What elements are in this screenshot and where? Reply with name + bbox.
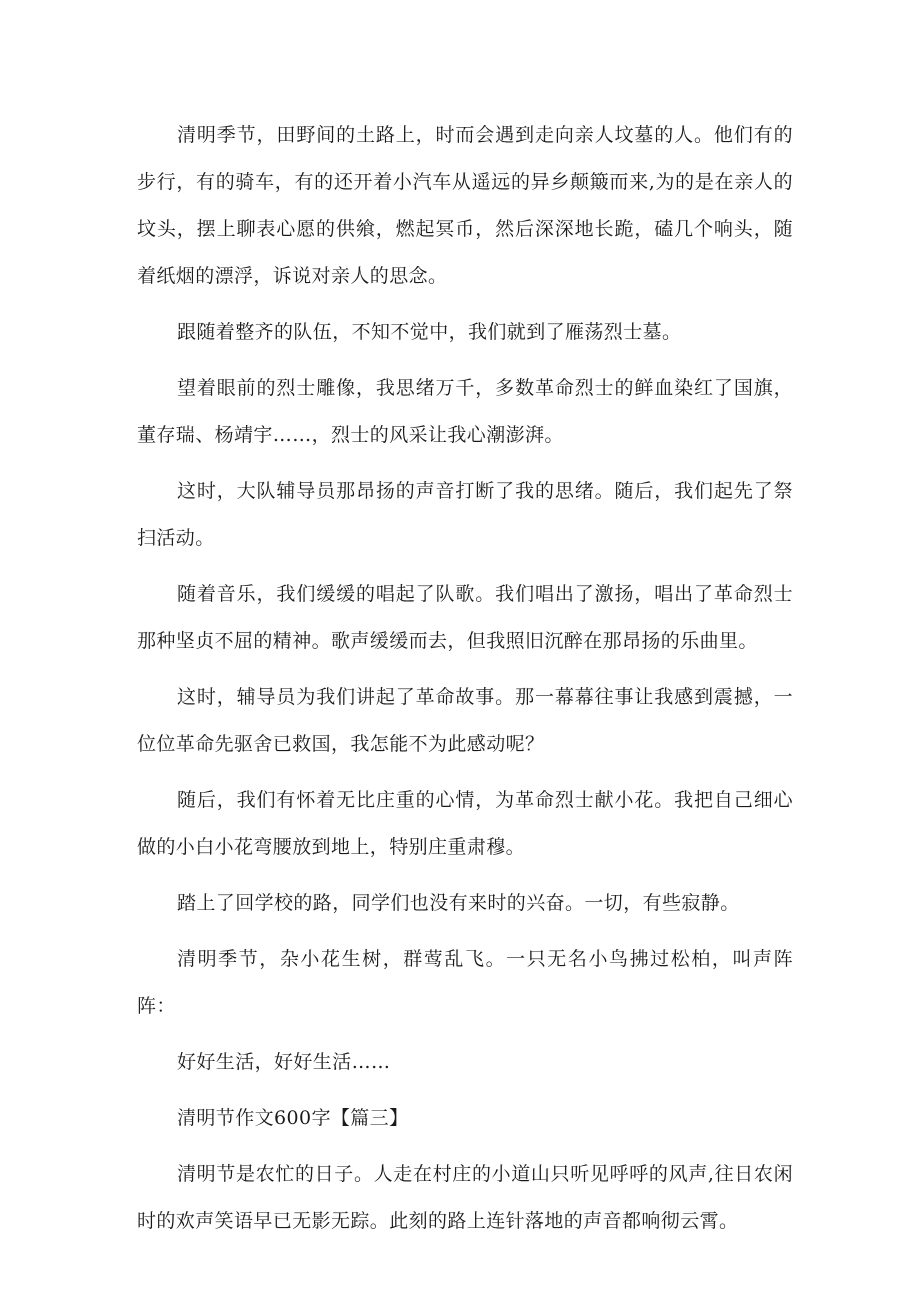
paragraph-1: 清明季节，田野间的土路上，时而会遇到走向亲人坟墓的人。他们有的步行，有的骑车，有的还开着小汽车从遥远的异乡颠簸而来,为的是在亲人的坟头，摆上聊表心愿的供飨，燃起冥币，然后深深地长跪，磕几个响头，随着纸烟的漂浮，诉说对亲人的思念。 (137, 124, 793, 287)
paragraph-5: 随着音乐，我们缓缓的唱起了队歌。我们唱出了激扬，唱出了革命烈士那种坚贞不屈的精神。歌声缓缓而去，但我照旧沉醉在那昂扬的乐曲里。 (137, 583, 793, 652)
paragraph-3: 望着眼前的烈士雕像，我思绪万千，多数革命烈士的鲜血染红了国旗，董存瑞、杨靖宇……，烈士的风采让我心潮澎湃。 (137, 377, 793, 446)
paragraph-2: 跟随着整齐的队伍，不知不觉中，我们就到了雁荡烈士墓。 (177, 321, 682, 343)
paragraph-7: 随后，我们有怀着无比庄重的心情，为革命烈士献小花。我把自己细心做的小白小花弯腰放到地上，特别庄重肃穆。 (137, 789, 793, 858)
paragraph-9: 清明季节，杂小花生树，群莺乱飞。一只无名小鸟拂过松柏，叫声阵阵： (137, 948, 793, 1017)
paragraph-10: 好好生活，好好生活…… (177, 1051, 391, 1073)
paragraph-12: 清明节是农忙的日子。人走在村庄的小道山只听见呼呼的风声,往日农闲时的欢声笑语早已无影无踪。此刻的路上连针落地的声音都响彻云霄。 (137, 1163, 793, 1232)
document-body (137, 112, 793, 1245)
paragraph-6: 这时，辅导员为我们讲起了革命故事。那一幕幕往事让我感到震撼，一位位革命先驱舍已救国，我怎能不为此感动呢？ (137, 686, 793, 755)
paragraph-4: 这时，大队辅导员那昂扬的声音打断了我的思绪。随后，我们起先了祭扫活动。 (137, 480, 793, 549)
paragraph-8: 踏上了回学校的路，同学们也没有来时的兴奋。一切，有些寂静。 (177, 892, 740, 914)
section-heading: 清明节作文600字【篇三】 (177, 1107, 409, 1129)
